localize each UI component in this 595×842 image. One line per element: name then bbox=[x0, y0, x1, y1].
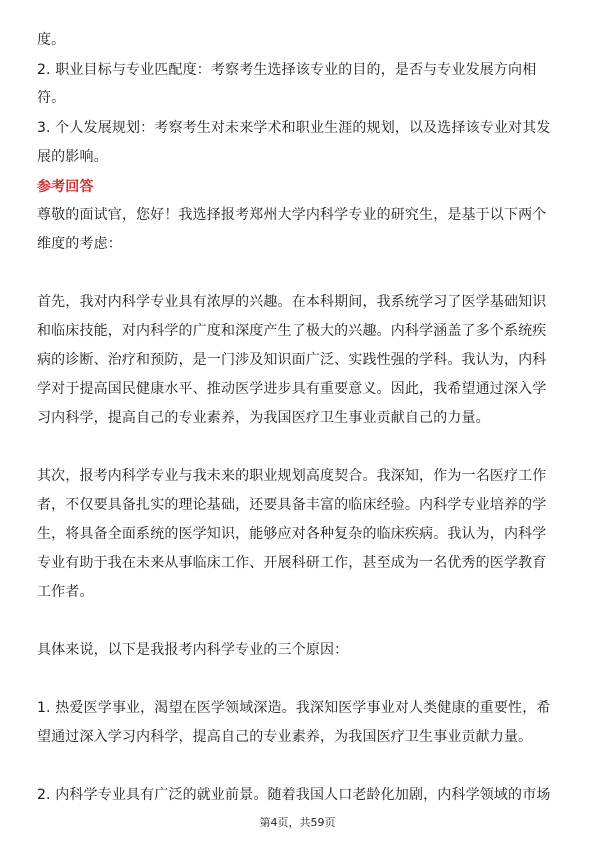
text-line: 尊敬的面试官，您好！我选择报考郑州大学内科学专业的研究生，是基于以下两个 bbox=[37, 207, 547, 223]
section-heading: 参考回答 bbox=[37, 179, 94, 195]
text-line: 3. 个人发展规划：考察考生对未来学术和职业生涯的规划，以及选择该专业对其发 bbox=[37, 120, 551, 136]
text-line: 者，不仅要具备扎实的理论基础，还要具备丰富的临床经验。内科学专业培养的学 bbox=[37, 497, 547, 513]
text-line: 符。 bbox=[37, 90, 66, 106]
text-line: 展的影响。 bbox=[37, 149, 108, 165]
text-line: 生，将具备全面系统的医学知识，能够应对各种复杂的临床疾病。我认为，内科学 bbox=[37, 526, 547, 542]
text-line: 专业有助于我在未来从事临床工作、开展科研工作，甚至成为一名优秀的医学教育 bbox=[37, 555, 547, 571]
text-line: 望通过深入学习内科学，提高自己的专业素养，为我国医疗卫生事业贡献力量。 bbox=[37, 729, 533, 745]
text-line: 学对于提高国民健康水平、推动医学进步具有重要意义。因此，我希望通过深入学 bbox=[37, 381, 547, 397]
text-line: 1. 热爱医学事业，渴望在医学领域深造。我深知医学事业对人类健康的重要性，希 bbox=[37, 700, 551, 716]
text-line: 习内科学，提高自己的专业素养，为我国医疗卫生事业贡献自己的力量。 bbox=[37, 410, 490, 426]
page-number: 第4页，共59页 bbox=[259, 816, 336, 829]
text-line: 和临床技能，对内科学的广度和深度产生了极大的兴趣。内科学涵盖了多个系统疾 bbox=[37, 323, 547, 339]
text-line: 度。 bbox=[37, 32, 66, 48]
text-line: 其次，报考内科学专业与我未来的职业规划高度契合。我深知，作为一名医疗工作 bbox=[37, 468, 547, 484]
text-line: 工作者。 bbox=[37, 584, 94, 600]
text-line: 首先，我对内科学专业具有浓厚的兴趣。在本科期间，我系统学习了医学基础知识 bbox=[37, 294, 547, 310]
text-line: 维度的考虑： bbox=[37, 236, 122, 252]
text-line: 2. 职业目标与专业匹配度：考察考生选择该专业的目的，是否与专业发展方向相 bbox=[37, 62, 537, 78]
text-line: 2. 内科学专业具有广泛的就业前景。随着我国人口老龄化加剧，内科学领域的市场 bbox=[37, 787, 551, 803]
text-line: 具体来说，以下是我报考内科学专业的三个原因： bbox=[37, 642, 349, 658]
text-line: 病的诊断、治疗和预防，是一门涉及知识面广泛、实践性强的学科。我认为，内科 bbox=[37, 352, 547, 368]
